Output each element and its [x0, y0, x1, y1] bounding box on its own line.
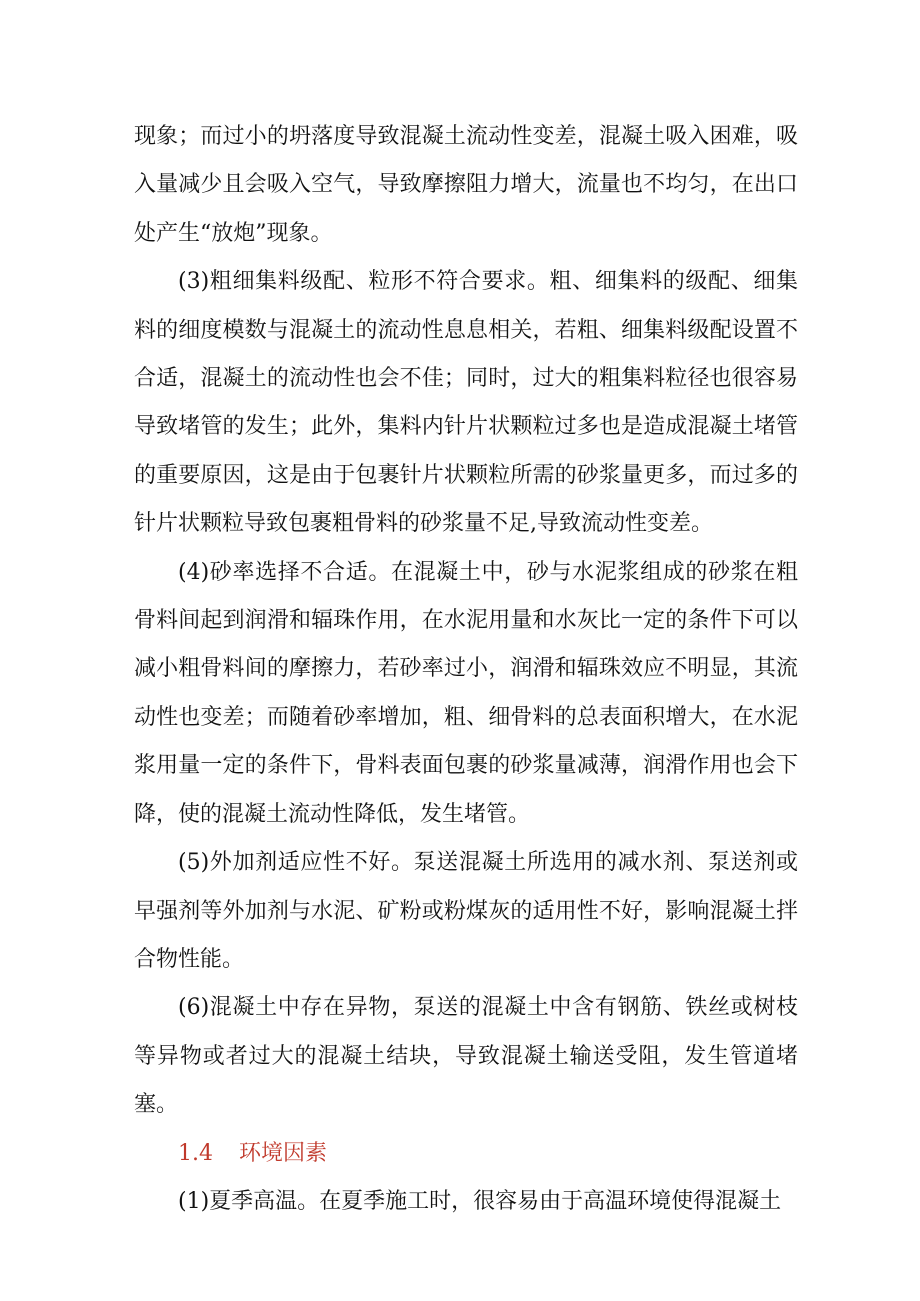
paragraph-3: (4)砂率选择不合适。在混凝土中，砂与水泥浆组成的砂浆在粗骨料间起到润滑和辐珠作用，在水泥用量和水灰比一定的条件下可以减小粗骨料间的摩擦力，若砂率过小，润滑和辐珠效应不明显，其流动性也变差；而随着砂率增加，粗、细骨料的总表面积增大，在水泥浆用量一定的条件下，骨料表面包裹的砂浆量减薄，润滑作用也会下降，使的混凝土流动性降低，发生堵管。: [134, 559, 798, 827]
section-heading: [134, 1130, 798, 1178]
paragraph-4: (5)外加剂适应性不好。泵送混凝土所选用的减水剂、泵送剂或早强剂等外加剂与水泥、矿粉或粉煤灰的适用性不好，影响混凝土拌合物性能。: [134, 850, 798, 972]
paragraph-5: (6)混凝土中存在异物，泵送的混凝土中含有钢筋、铁丝或树枝等异物或者过大的混凝土结块，导致混凝土输送受阻，发生管道堵塞。: [134, 995, 798, 1118]
paragraph-2: (3)粗细集料级配、粒形不符合要求。粗、细集料的级配、细集料的细度模数与混凝土的流动性息息相关，若粗、细集料级配设置不合适，混凝土的流动性也会不佳；同时，过大的粗集料粒径也很容易导致堵管的发生；此外，集料内针片状颗粒过多也是造成混凝土堵管的重要原因，这是由于包裹针片状颗粒所需的砂浆量更多，而过多的针片状颗粒导致包裹粗骨料的砂浆量不足,导致流动性变差。: [134, 269, 798, 537]
section-title: 环境因素: [239, 1140, 328, 1166]
section-number: 1.4: [178, 1140, 213, 1166]
paragraph-1: 现象；而过小的坍落度导致混凝土流动性变差，混凝土吸入困难，吸入量减少且会吸入空气，导致摩擦阻力增大，流量也不均匀，在出口处产生“放炮”现象。: [134, 124, 798, 246]
document-body: [134, 113, 798, 1226]
paragraph-6: (1)夏季高温。在夏季施工时，很容易由于高温环境使得混凝土: [178, 1188, 782, 1214]
